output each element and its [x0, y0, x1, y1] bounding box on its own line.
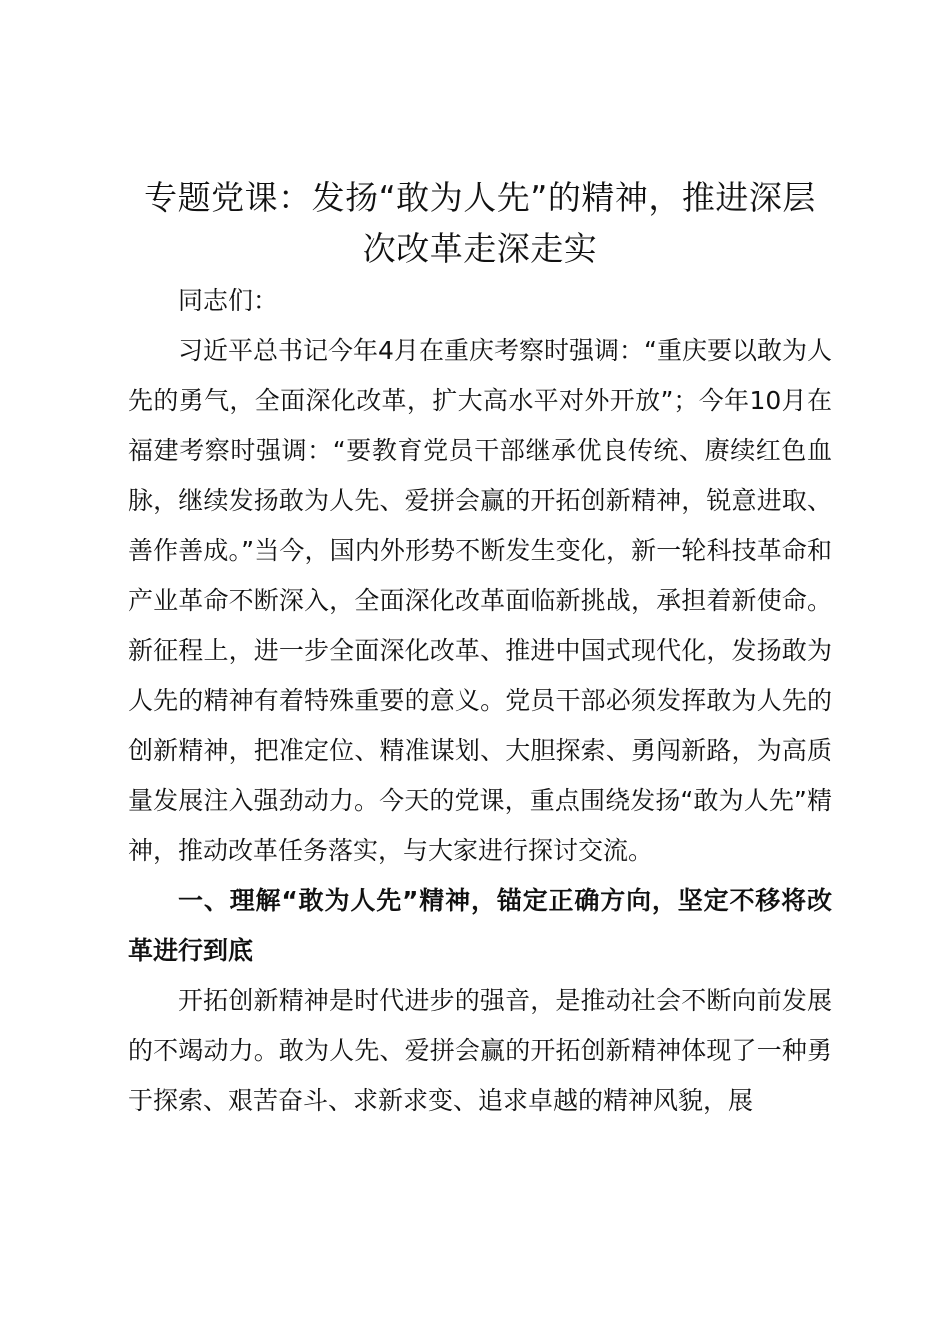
- section-paragraph: 开拓创新精神是时代进步的强音，是推动社会不断向前发展的不竭动力。敢为人先、爱拼会赢的开拓创新精神体现了一种勇于探索、艰苦奋斗、求新求变、追求卓越的精神风貌，展: [128, 986, 832, 1115]
- greeting: 同志们：: [178, 286, 279, 315]
- document-page: [128, 172, 832, 1126]
- document-title: 专题党课：发扬“敢为人先”的精神，推进深层次改革走深走实: [144, 178, 816, 268]
- body-paragraph: 习近平总书记今年4月在重庆考察时强调：“重庆要以敢为人先的勇气，全面深化改革，扩大高水平对外开放”；今年10月在福建考察时强调：“要教育党员干部继承优良传统、赓续红色血脉，继续发扬敢为人先、爱拼会赢的开拓创新精神，锐意进取、善作善成。”当今，国内外形势不断发生变化，新一轮科技革命和产业革命不断深入，全面深化改革面临新挑战，承担着新使命。新征程上，进一步全面深化改革、推进中国式现代化，发扬敢为人先的精神有着特殊重要的意义。党员干部必须发挥敢为人先的创新精神，把准定位、精准谋划、大胆探索、勇闯新路，为高质量发展注入强劲动力。今天的党课，重点围绕发扬“敢为人先”精神，推动改革任务落实，与大家进行探讨交流。: [128, 336, 832, 865]
- section-heading: 一、理解“敢为人先”精神，锚定正确方向，坚定不移将改革进行到底: [128, 886, 832, 965]
